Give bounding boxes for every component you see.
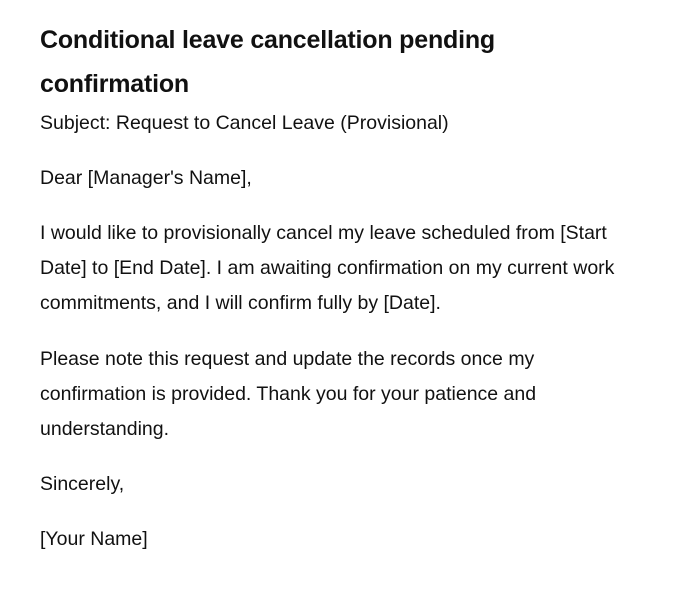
signature: [Your Name] bbox=[40, 528, 148, 550]
body-paragraph-1: I would like to provisionally cancel my leave scheduled from [Start Date] to [End Date]. I am awaiting confirmation on my current work commitments, and I will confirm fully by [Date]. bbox=[40, 222, 615, 314]
body-paragraph-2: Please note this request and update the records once my confirmation is provided. Thank you for your patience and understanding. bbox=[40, 348, 537, 440]
subject-line: Subject: Request to Cancel Leave (Provisional) bbox=[40, 112, 449, 134]
closing: Sincerely, bbox=[40, 473, 125, 495]
letter-document bbox=[40, 18, 640, 557]
greeting: Dear [Manager's Name], bbox=[40, 167, 252, 189]
document-title: Conditional leave cancellation pending confirmation bbox=[40, 26, 495, 98]
